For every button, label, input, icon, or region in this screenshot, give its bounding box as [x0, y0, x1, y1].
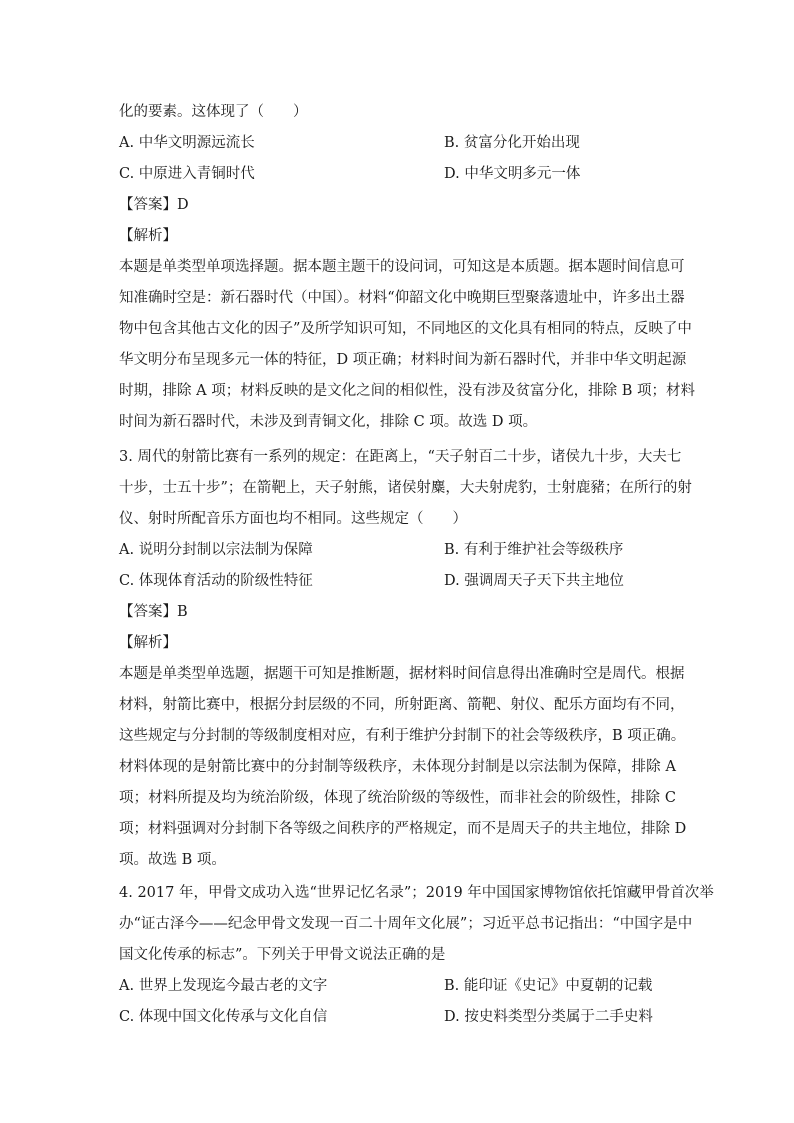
q2-analysis-label: 【解析】 — [119, 228, 177, 244]
q2-analysis-line: 时期，排除 A 项；材料反映的是文化之间的相似性，没有涉及贫富分化，排除 B 项；材料 — [119, 383, 696, 399]
q3-analysis-line: 项；材料强调对分封制下各等级之间秩序的严格规定，而不是周天子的共主地位，排除 D — [119, 821, 687, 837]
q2-option-d: D. 中华文明多元一体 — [444, 166, 581, 182]
q3-analysis-line: 项；材料所提及均为统治阶级，体现了统治阶级的等级性，而非社会的阶级性，排除 C — [119, 790, 676, 806]
q4-option-b: B. 能印证《史记》中夏朝的记载 — [444, 978, 653, 994]
q2-analysis-line: 知准确时空是：新石器时代（中国）。材料“仰韶文化中晚期巨型聚落遗址中，许多出土器 — [119, 290, 685, 306]
q3-option-b: B. 有利于维护社会等级秩序 — [444, 542, 624, 558]
q3-stem-line: 3. 周代的射箭比赛有一系列的规定：在距离上，“天子射百二十步，诸侯九十步，大夫七 — [119, 449, 682, 465]
q2-option-b: B. 贫富分化开始出现 — [444, 135, 580, 151]
q3-analysis-line: 这些规定与分封制的等级制度相对应，有利于维护分封制下的社会等级秩序，B 项正确。 — [119, 728, 686, 744]
q4-option-a: A. 世界上发现迄今最古老的文字 — [119, 978, 328, 994]
q4-stem-line: 4. 2017 年，甲骨文成功入选“世界记忆名录”；2019 年中国国家博物馆依托馆藏甲骨首次举 — [119, 885, 714, 901]
q3-analysis-line: 材料体现的是射箭比赛中的分封制等级秩序，未体现分封制是以宗法制为保障，排除 A — [119, 759, 676, 775]
q2-stem-tail: 化的要素。这体现了（ ） — [119, 104, 308, 120]
q3-option-a: A. 说明分封制以宗法制为保障 — [119, 542, 313, 558]
q4-stem-line: 国文化传承的标志”。下列关于甲骨文说法正确的是 — [119, 947, 446, 963]
q3-option-d: D. 强调周天子天下共主地位 — [444, 573, 624, 589]
q3-analysis-line: 项。故选 B 项。 — [119, 852, 226, 868]
q2-answer: 【答案】D — [119, 197, 189, 213]
q2-analysis-line: 时间为新石器时代，未涉及到青铜文化，排除 C 项。故选 D 项。 — [119, 414, 538, 430]
q3-analysis-line: 材料，射箭比赛中，根据分封层级的不同，所射距离、箭靶、射仪、配乐方面均有不同， — [119, 697, 685, 713]
q2-analysis-line: 本题是单类型单项选择题。据本题主题干的设问词，可知这是本质题。据本题时间信息可 — [119, 259, 685, 275]
q3-answer: 【答案】B — [119, 604, 188, 620]
q4-stem-line: 办“证古泽今——纪念甲骨文发现一百二十周年文化展”；习近平总书记指出：“中国字是中 — [119, 916, 693, 932]
q3-stem-line: 仪、射时所配音乐方面也均不相同。这些规定（ ） — [119, 511, 467, 527]
q2-option-a: A. 中华文明源远流长 — [119, 135, 255, 151]
q4-option-c: C. 体现中国文化传承与文化自信 — [119, 1009, 328, 1025]
q2-option-c: C. 中原进入青铜时代 — [119, 166, 255, 182]
q3-option-c: C. 体现体育活动的阶级性特征 — [119, 573, 313, 589]
q3-stem-line: 十步，士五十步”；在箭靶上，天子射熊，诸侯射麋，大夫射虎豹，士射鹿豬；在所行的射 — [119, 480, 692, 496]
q4-option-d: D. 按史料类型分类属于二手史料 — [444, 1009, 653, 1025]
q3-analysis-label: 【解析】 — [119, 635, 177, 651]
q3-analysis-line: 本题是单类型单选题，据题干可知是推断题，据材料时间信息得出准确时空是周代。根据 — [119, 666, 685, 682]
q2-analysis-line: 物中包含其他古文化的因子”及所学知识可知，不同地区的文化具有相同的特点，反映了中 — [119, 321, 692, 337]
q2-analysis-line: 华文明分布呈现多元一体的特征，D 项正确；材料时间为新石器时代，并非中华文明起源 — [119, 352, 687, 368]
